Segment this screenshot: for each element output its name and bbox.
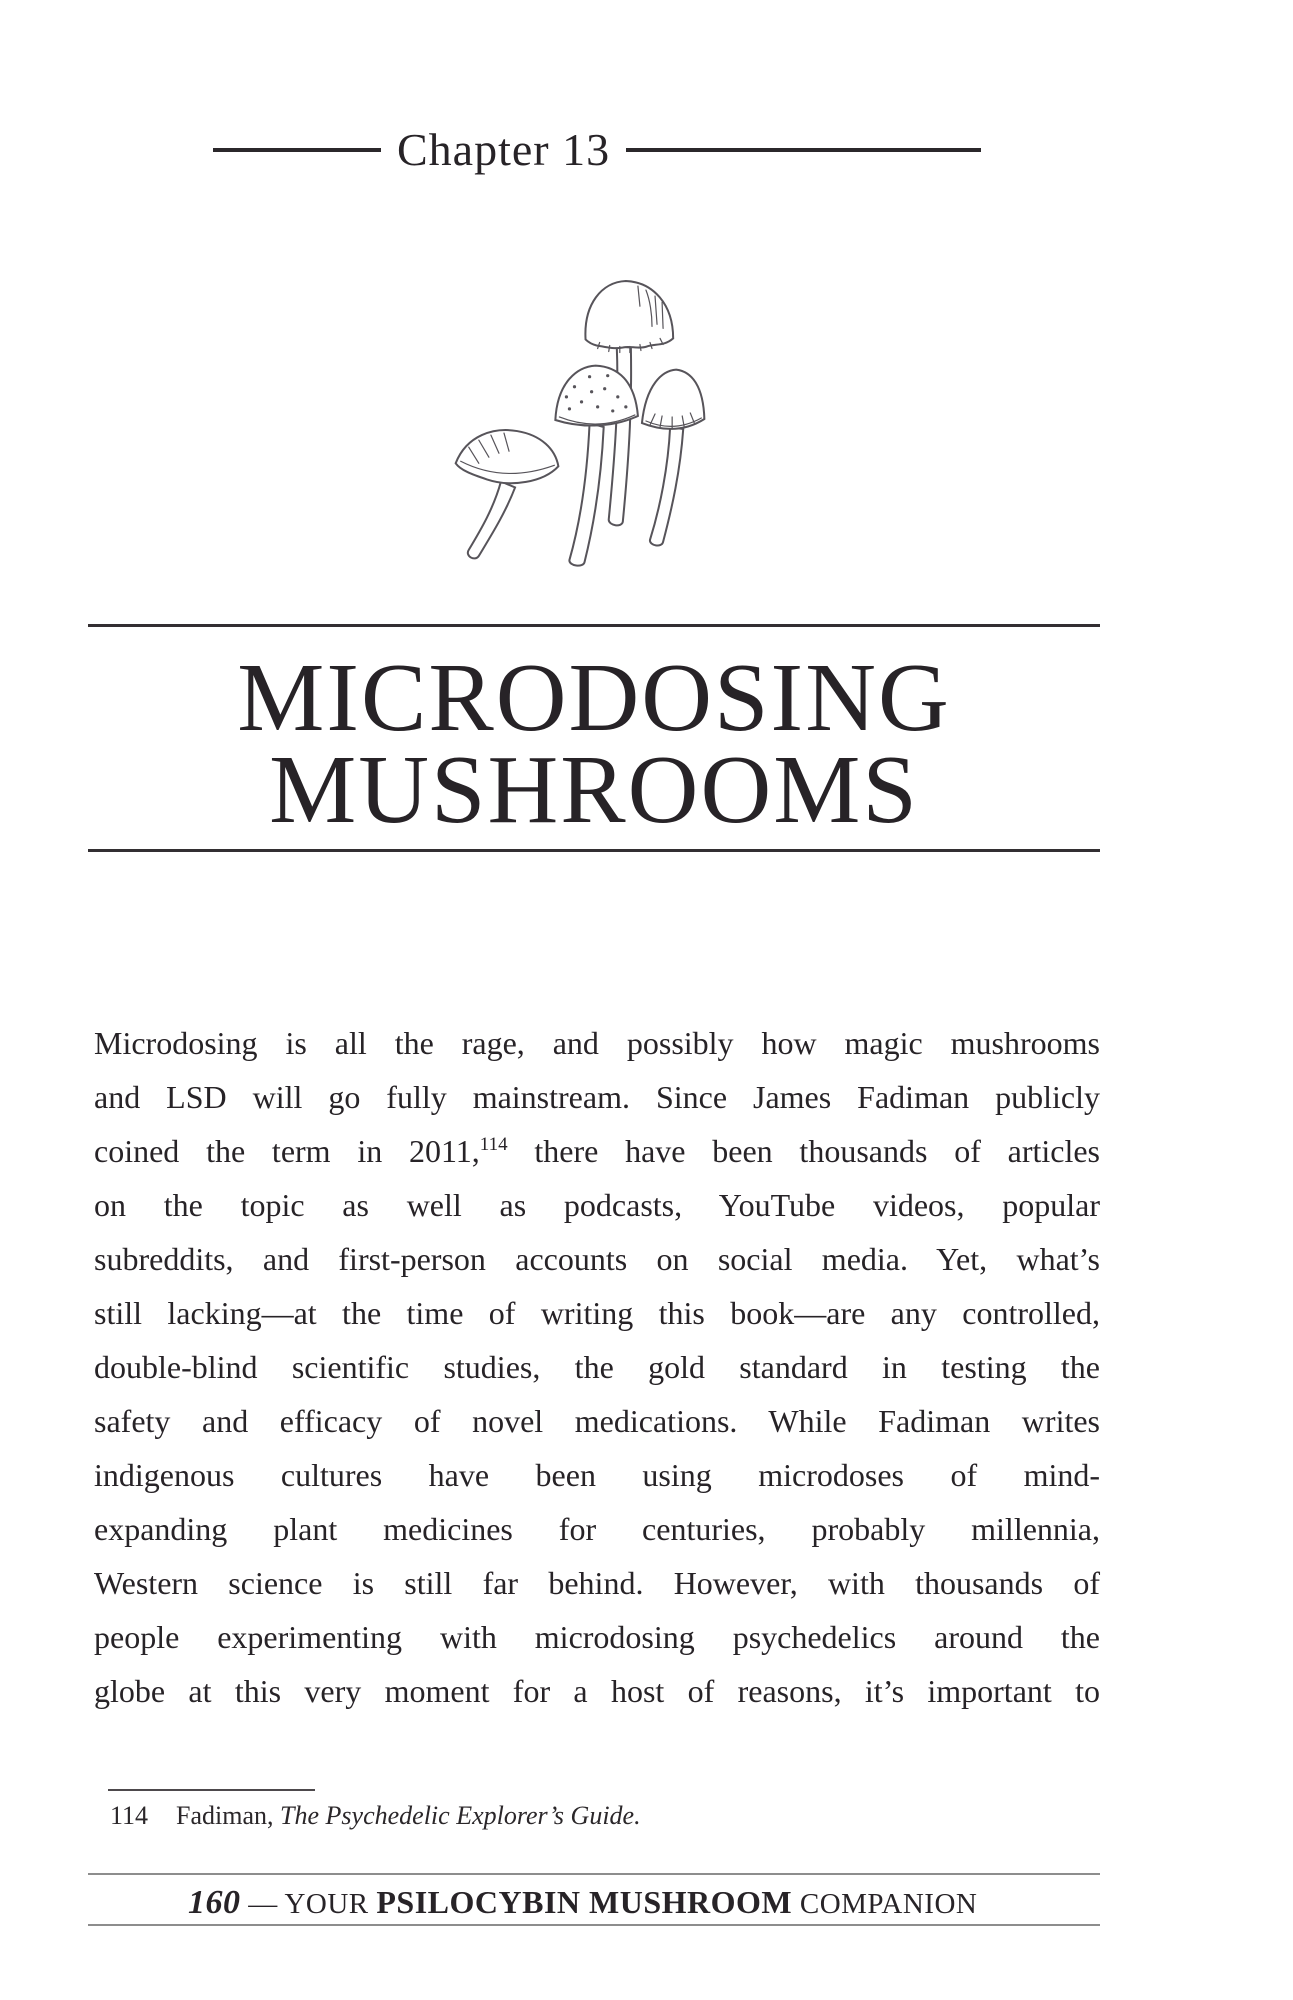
body-line xyxy=(94,1178,1100,1232)
body-line xyxy=(94,1070,1100,1124)
chapter-label: Chapter 13 xyxy=(397,124,611,175)
footnote-reference-marker: 114 xyxy=(479,1134,508,1155)
body-line xyxy=(94,1664,1100,1718)
body-line xyxy=(94,1502,1100,1556)
footer-post: COMPANION xyxy=(792,1888,978,1920)
page-title-line1: MICRODOSING xyxy=(237,644,951,752)
body-text-segment: coined the term in 2011, xyxy=(94,1133,480,1169)
footnote xyxy=(110,1799,641,1833)
footnote-number: 114 xyxy=(110,1801,149,1830)
body-text-segment: on the topic as well as podcasts, YouTube videos, popular xyxy=(94,1187,1100,1223)
body-text-segment: expanding plant medicines for centuries, probably millennia, xyxy=(94,1511,1100,1547)
body-line xyxy=(94,1016,1100,1070)
body-text-segment: Microdosing is all the rage, and possibly how magic mushrooms xyxy=(94,1025,1100,1061)
footnote-text xyxy=(176,1799,641,1833)
chapter-header xyxy=(213,118,981,182)
footer-book-title: PSILOCYBIN MUSHROOM xyxy=(376,1884,793,1920)
body-line xyxy=(94,1610,1100,1664)
running-footer xyxy=(188,1880,977,1926)
body-text-segment: people experimenting with microdosing psychedelics around the xyxy=(94,1619,1100,1655)
page-number: 160 xyxy=(188,1884,241,1921)
body-text-segment: there have been thousands of articles xyxy=(507,1133,1100,1169)
body-text-segment: and LSD will go fully mainstream. Since James Fadiman publicly xyxy=(94,1079,1100,1115)
footer-pre: YOUR xyxy=(284,1888,377,1920)
title-rule-bottom xyxy=(88,849,1100,852)
body-line xyxy=(94,1448,1100,1502)
footnote-author: Fadiman, xyxy=(176,1801,281,1830)
title-rule-top xyxy=(88,624,1100,627)
body-line xyxy=(94,1124,1100,1178)
body-text-segment: safety and efficacy of novel medications. While Fadiman writes xyxy=(94,1403,1100,1439)
footnote-separator xyxy=(108,1789,315,1791)
body-text-segment: subreddits, and first-person accounts on social media. Yet, what’s xyxy=(94,1241,1100,1277)
body-line xyxy=(94,1394,1100,1448)
mushroom-cluster-illustration xyxy=(448,276,706,568)
body-text-segment: double-blind scientific studies, the gold standard in testing the xyxy=(94,1349,1100,1385)
chapter-rule-left xyxy=(213,148,381,152)
page-title-line2: MUSHROOMS xyxy=(269,736,919,844)
body-text-segment: globe at this very moment for a host of reasons, it’s important to xyxy=(94,1673,1100,1709)
body-text-segment: indigenous cultures have been using microdoses of mind- xyxy=(94,1457,1100,1493)
body-paragraph xyxy=(94,1016,1100,1718)
footer-rule-bottom xyxy=(88,1924,1100,1926)
body-line xyxy=(94,1232,1100,1286)
body-line xyxy=(94,1340,1100,1394)
body-text-segment: still lacking—at the time of writing this book—are any controlled, xyxy=(94,1295,1100,1331)
footer-dash: — xyxy=(240,1888,285,1920)
chapter-rule-right xyxy=(626,148,981,152)
footer-rule-top xyxy=(88,1873,1100,1875)
footnote-work-title: The Psychedelic Explorer’s Guide. xyxy=(280,1801,641,1830)
body-line xyxy=(94,1556,1100,1610)
body-text-segment: Western science is still far behind. However, with thousands of xyxy=(94,1565,1100,1601)
page-title xyxy=(88,644,1100,844)
body-line xyxy=(94,1286,1100,1340)
